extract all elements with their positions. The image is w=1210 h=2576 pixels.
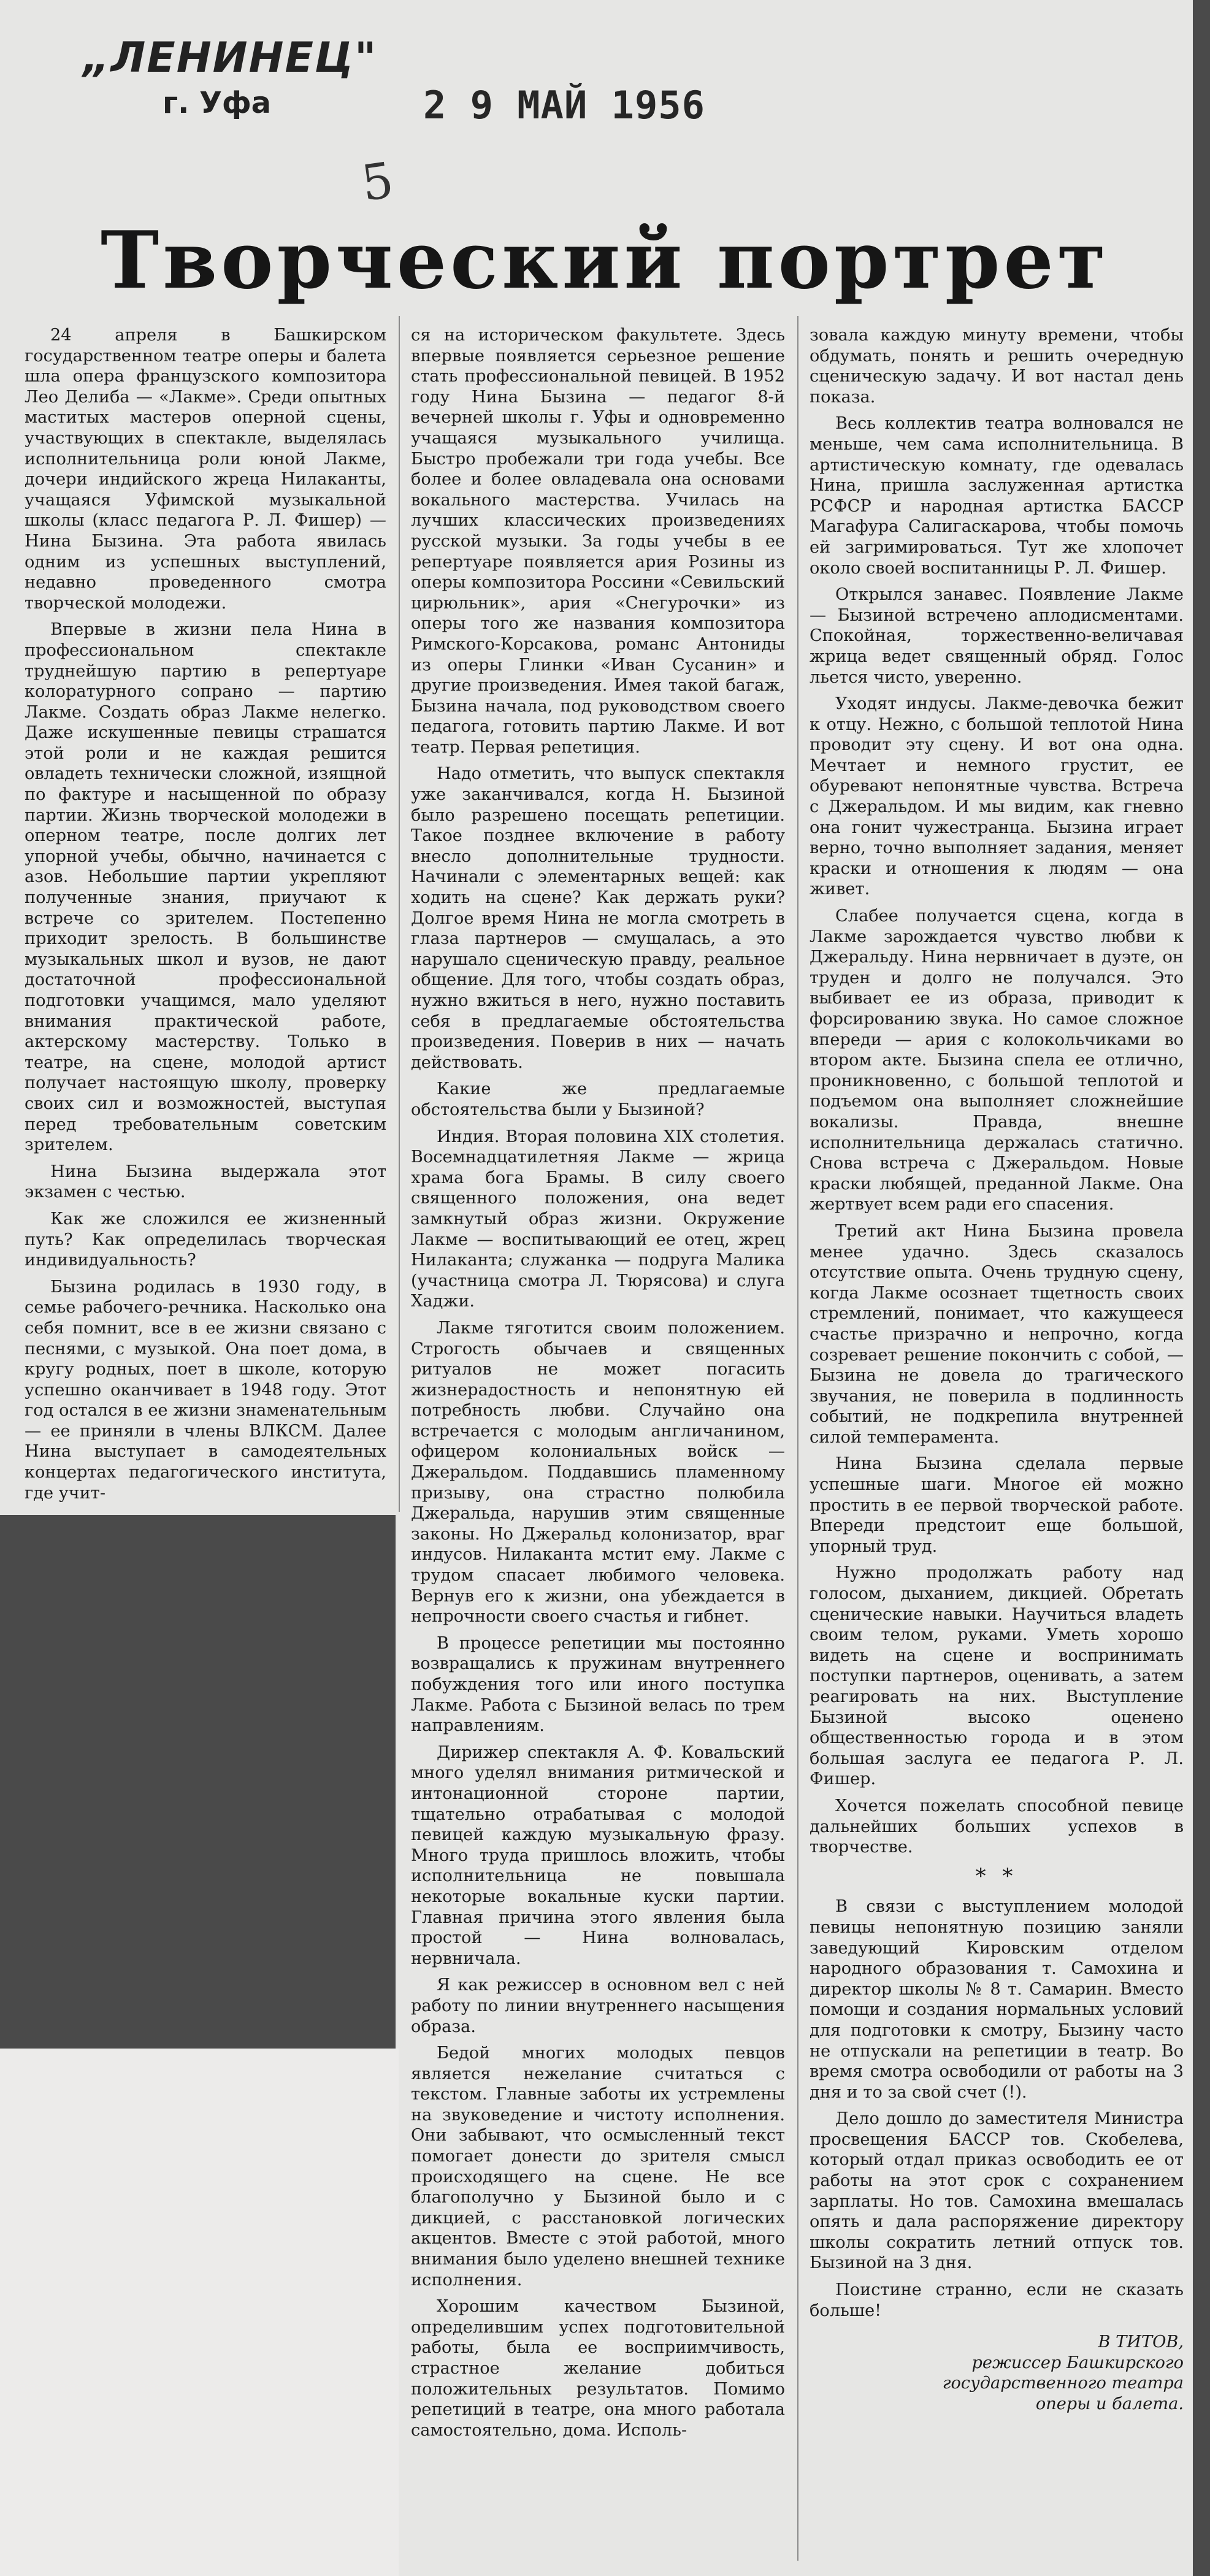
author-name: В ТИТОВ, — [1098, 2333, 1184, 2352]
paragraph: Открылся занавес. Появление Лакме — Бызиной встречено аплодисментами. Спокойная, торжественно-величавая жрица ведет священный обряд. Голос льется чисто, уверенно. — [810, 585, 1184, 687]
paragraph: Какие же предлагаемые обстоятельства были у Бызиной? — [411, 1079, 785, 1119]
newspaper-city: г. Уфа — [163, 86, 272, 120]
scan-right-edge — [1193, 0, 1210, 2576]
paragraph: Хорошим качеством Бызиной, определившим успех подготовительной работы, была ее восприимчивость, страстное желание добиться положительных результатов. Помимо репетиций в театре, она много работала самостоятельно, дома. Исполь- — [411, 2297, 785, 2440]
paragraph: зовала каждую минуту времени, чтобы обдумать, понять и решить очередную сценическую задачу. И вот настал день показа. — [810, 326, 1184, 407]
paragraph: Нина Бызина сделала первые успешные шаги. Многое ей можно простить в ее первой творческой работе. Впереди предстоит еще большой, упорный труд. — [810, 1454, 1184, 1556]
paragraph: ся на историческом факультете. Здесь впервые появляется серьезное решение стать профессиональной певицей. В 1952 году Нина Бызина — педагог 8-й вечерней школы г. Уфы и одновременно учащаяся музыкального училища. Быстро пробежали три года учебы. Все более и более овладевала она основами вокального мастерства. Училась на лучших классических произведениях русской музыки. За годы учебы в ее репертуаре появляется ария Розины из оперы композитора Россини «Севильский цирюльник», ария «Снегурочки» из оперы того же названия композитора Римского-Корсакова, романс Антониды из оперы Глинки «Иван Сусанин» и другие произведения. Имея такой багаж, Бызина начала, под руководством своего педагога, готовить партию Лакме. И вот театр. Первая репетиция. — [411, 326, 785, 757]
paragraph: Третий акт Нина Бызина провела менее удачно. Здесь сказалось отсутствие опыта. Очень трудную сцену, когда Лакме осознает тщетность своих стремлений, понимает, что кажущееся счастье призрачно и непрочно, когда созревает решение покончить с собой, — Бызина не довела до трагического звучания, не поверила в подлинность событий, не подкрепила внутренней силой темперамента. — [810, 1221, 1184, 1447]
paragraph: Впервые в жизни пела Нина в профессиональном спектакле труднейшую партию в репертуаре колоратурного сопрано — партию Лакме. Создать образ Лакме нелегко. Даже искушенные певицы страшатся этой роли и не каждая решится овладеть технически сложной, изящной по фактуре и насыщенной по образу партии. Жизнь творческой молодежи в оперном театре, после долгих лет упорной учебы, обычно, начинается с азов. Небольшие партии укрепляют полученные знания, приучают к встрече со зрителем. Постепенно приходит зрелость. В большинстве музыкальных школ и вузов, не дают достаточной профессиональной подготовки учащимся, мало уделяют внимания практической работе, актерскому мастерству. Только в театре, на сцене, молодой артист получает настоящую школу, проверку своих сил и возможностей, выступая перед требовательным советским зрителем. — [25, 620, 386, 1155]
date-stamp: 2 9 МАЙ 1956 — [423, 83, 705, 128]
paragraph: Дирижер спектакля А. Ф. Ковальский много уделял внимания ритмической и интонационной стороне партии, тщательно отрабатывая с молодой певицей каждую музыкальную фразу. Много труда пришлось вложить, чтобы исполнительница не повышала некоторые вокальные куски партии. Главная причина этого явления была простой — Нина волновалась, нервничала. — [411, 1742, 785, 1968]
article-column-3 — [810, 325, 1184, 2558]
paragraph: Хочется пожелать способной певице дальнейших больших успехов в творчестве. — [810, 1796, 1184, 1857]
paragraph: Слабее получается сцена, когда в Лакме зарождается чувство любви к Джеральду. Нина нервничает в дуэте, он труден и долго не получался. Это выбивает ее из образа, приводит к форсированию звука. Но самое сложное впереди — ария с колокольчиками во втором акте. Бызина спела ее отлично, проникновенно, с большой теплотой и подъемом она выполняет сложнейшие вокализы. Правда, внешне исполнительница держалась статично. Снова встреча с Джеральдом. Новые краски любящей, преданной Лакме. Она жертвует всем ради его спасения. — [810, 907, 1184, 1214]
paragraph: Нина Бызина выдержала этот экзамен с честью. — [25, 1162, 386, 1202]
article-headline: Творческий портрет — [100, 215, 1110, 307]
paragraph: Весь коллектив театра волновался не меньше, чем сама исполнительница. В артистическую комнату, где одевалась Нина, пришла заслуженная артистка РСФСР и народная артистка БАССР Магафура Салигаскарова, чтобы помочь ей загримироваться. Тут же хлопочет около своей воспитанницы Р. Л. Фишер. — [810, 414, 1184, 578]
paragraph: Надо отметить, что выпуск спектакля уже заканчивался, когда Н. Бызиной было разрешено посещать репетиции. Такое позднее включение в работу внесло дополнительные трудности. Начинали с элементарных вещей: как ходить на сцене? Как держать руки? Долгое время Нина не могла смотреть в глаза партнеров — смущалась, а это нарушало сценическую правду, реальное общение. Для того, чтобы создать образ, нужно вжиться в него, нужно поставить себя в предлагаемые обстоятельства произведения. Поверив в них — начать действовать. — [411, 764, 785, 1072]
paragraph: В связи с выступлением молодой певицы непонятную позицию заняли заведующий Кировским отделом народного образования т. Самохина и директор школы № 8 т. Самарин. Вместо помощи и создания нормальных условий для подготовки к смотру, Бызину часто не отпускали на репетиции в театр. Во время смотра освободили от работы на 3 дня и то за свой счет (!). — [810, 1897, 1184, 2102]
handwritten-mark: 5 — [358, 151, 397, 213]
newspaper-masthead: „ЛЕНИНЕЦ" — [83, 34, 378, 82]
paragraph: В процессе репетиции мы постоянно возвращались к пружинам внутреннего побуждения того или иного поступка Лакме. Работа с Бызиной велась по трем направлениям. — [411, 1633, 785, 1736]
paragraph: Поистине странно, если не сказать больше! — [810, 2280, 1184, 2320]
article-column-2 — [411, 325, 785, 2551]
column-divider-1 — [399, 316, 400, 1512]
paragraph: Нужно продолжать работу над голосом, дыханием, дикцией. Обретать сценические навыки. Научиться владеть своим телом, руками. Уметь хорошо видеть на сцене и воспринимать поступки партнеров, оценивать, а затем реагировать на них. Выступление Бызиной высоко оценено общественностью города и в этом большая заслуга ее педагога Р. Л. Фишер. — [810, 1563, 1184, 1789]
clipping-lower-left-blank — [0, 2049, 399, 2576]
paragraph: Индия. Вторая половина XIX столетия. Восемнадцатилетняя Лакме — жрица храма бога Брамы. В силу своего священного положения, она ведет замкнутый образ жизни. Окружение Лакме — воспитывающий ее отец, жрец Нилаканта; служанка — подруга Малика (участница смотра Л. Тюрясова) и слуга Хаджи. — [411, 1127, 785, 1311]
article-column-1 — [25, 325, 386, 1512]
paragraph: Как же сложился ее жизненный путь? Как определилась творческая индивидуальность? — [25, 1209, 386, 1270]
author-title: режиссер Башкирского государственного театра оперы и балета. — [942, 2353, 1184, 2413]
paragraph: Лакме тяготится своим положением. Строгость обычаев и священных ритуалов не может погасить жизнерадостность и непонятную ей потребность любви. Случайно она встречается с молодым англичанином, офицером колониальных войск — Джеральдом. Поддавшись пламенному призыву, она страстно полюбила Джеральда, нарушив этим священные законы. Но Джеральд колонизатор, враг индусов. Нилаканта мстит ему. Лакме с трудом спасает любимого человека. Вернув его к жизни, она убеждается в непрочности своего счастья и гибнет. — [411, 1318, 785, 1627]
column-divider-2 — [797, 316, 798, 2561]
paragraph: Дело дошло до заместителя Министра просвещения БАССР тов. Скобелева, который отдал приказ освободить ее от работы на этот срок с сохранением зарплаты. Но тов. Самохина вмешалась опять и дала распоряжение директору школы сократить летний отпуск тов. Бызиной на 3 дня. — [810, 2109, 1184, 2273]
paragraph: Я как режиссер в основном вел с ней работу по линии внутреннего насыщения образа. — [411, 1976, 785, 2036]
paragraph: Бызина родилась в 1930 году, в семье рабочего-речника. Насколько она себя помнит, все в ее жизни связано с песнями, с музыкой. Она поет дома, в кругу родных, поет в школе, которую успешно оканчивает в 1948 году. Этот год остался в ее жизни знаменательным — ее приняли в члены ВЛКСМ. Далее Нина выступает в самодеятельных концертах педагогического института, где учит- — [25, 1277, 386, 1503]
section-separator: * * — [975, 1863, 1018, 1888]
paragraph: 24 апреля в Башкирском государственном театре оперы и балета шла опера французского композитора Лео Делиба — «Лакме». Среди опытных маститых мастеров оперной сцены, участвующих в спектакле, выделялась исполнительница роли юной Лакме, дочери индийского жреца Нилаканты, учащаяся Уфимской музыкальной школы (класс педагога Р. Л. Фишер) — Нина Бызина. Эта работа явилась одним из успешных выступлений, недавно проведенного смотра творческой молодежи. — [25, 326, 386, 613]
paragraph: Бедой многих молодых певцов является нежелание считаться с текстом. Главные заботы их устремлены на звуковедение и чистоту исполнения. Они забывают, что осмысленный текст помогает донести до зрителя смысл происходящего на сцене. Не все благополучно у Бызиной было и с дикцией, с расстановкой логических акцентов. Вместе с этой работой, много внимания было уделено внешней технике исполнения. — [411, 2044, 785, 2290]
paragraph: Уходят индусы. Лакме-девочка бежит к отцу. Нежно, с большой теплотой Нина проводит эту сцену. И вот она одна. Мечтает и немного грустит, ее обуревают непонятные чувства. Встреча с Джеральдом. И мы видим, как гневно она гонит чужестранца. Бызина играет верно, точно выполняет задания, меняет краски и отношения к людям — она живет. — [810, 694, 1184, 899]
